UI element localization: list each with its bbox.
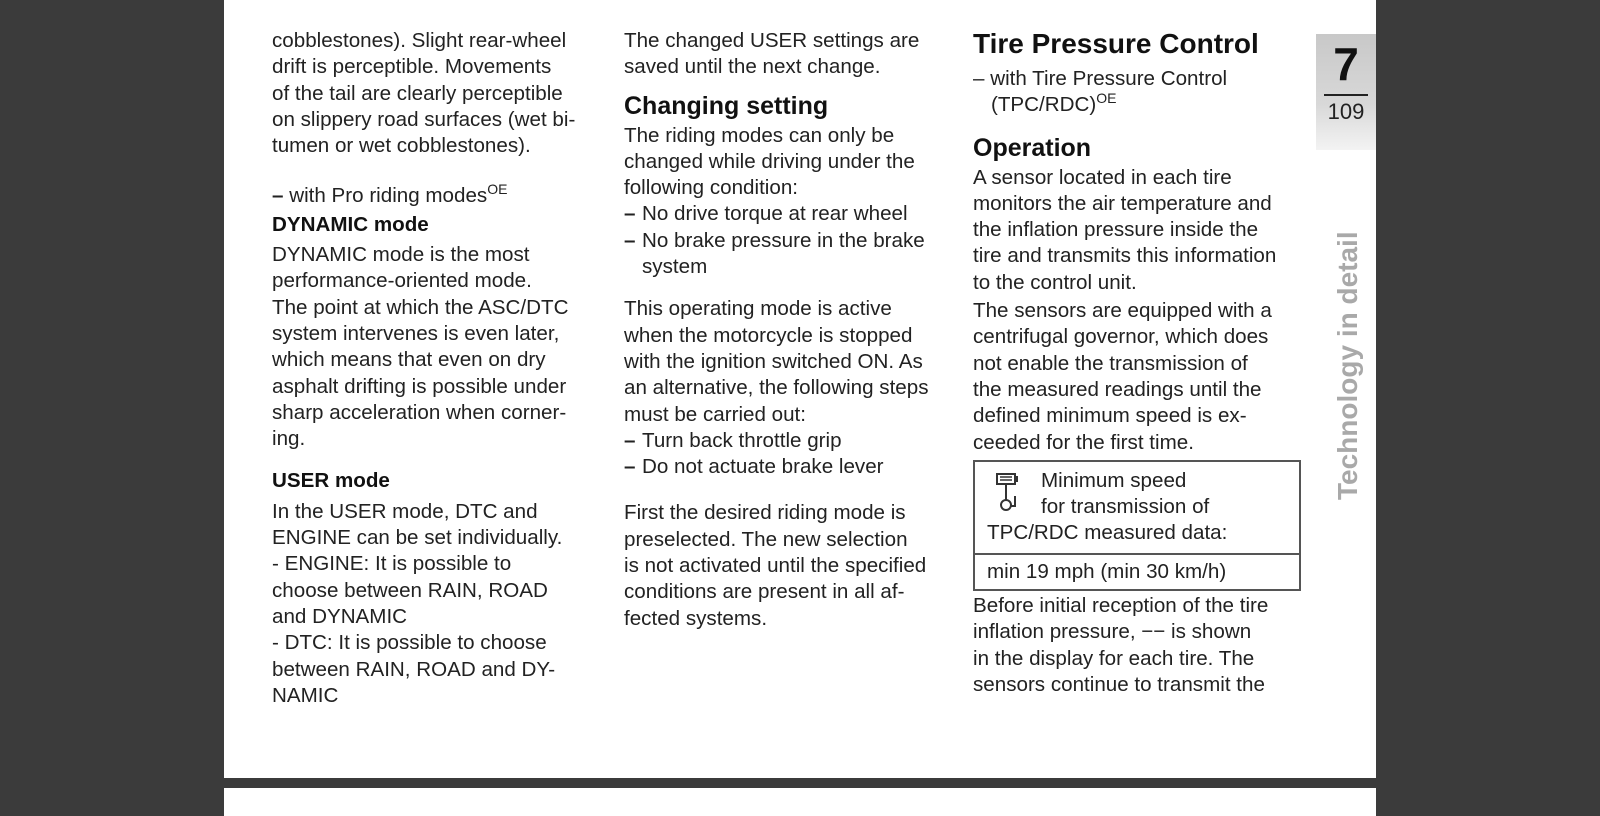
text-line: fected systems. <box>624 606 768 630</box>
text-line: an alternative, the following steps <box>624 376 929 400</box>
text-line: not enable the transmission of <box>973 351 1248 375</box>
text-line: between RAIN, ROAD and DY- <box>272 657 556 681</box>
spec-label-cell <box>975 462 1299 555</box>
text-line: the measured readings until the <box>973 377 1262 401</box>
active-mode-paragraph <box>624 296 964 427</box>
text-line: to the control unit. <box>973 270 1137 294</box>
tpc-equipment-note-line2 <box>973 92 1313 118</box>
text-line: inflation pressure, −− is shown <box>973 620 1252 644</box>
governor-paragraph <box>973 298 1313 456</box>
pro-modes-equipment-note <box>272 183 612 209</box>
spacer <box>624 480 964 496</box>
text-line: drift is perceptible. Movements <box>272 55 552 79</box>
text-line: on slippery road surfaces (wet bi- <box>272 107 576 131</box>
text-line: centrifugal governor, which does <box>973 325 1269 349</box>
text-line: defined minimum speed is ex- <box>973 404 1247 428</box>
spec-value-cell: min 19 mph (min 30 km/h) <box>987 559 1227 583</box>
tpc-note-text: with Tire Pressure Control <box>990 67 1228 90</box>
condition-paragraph <box>624 123 964 202</box>
text-line: sharp acceleration when corner- <box>272 400 567 424</box>
text-line: cobblestones). Slight rear-wheel <box>272 29 567 52</box>
text-line: conditions are present in all af- <box>624 580 905 604</box>
chapter-tab <box>1316 34 1376 150</box>
sensor-paragraph <box>973 165 1313 296</box>
dash-marker: – <box>624 202 636 226</box>
text-line: with the ignition switched ON. As <box>624 349 923 373</box>
text-line: The point at which the ASC/DTC <box>272 295 569 319</box>
next-page-edge <box>224 788 1376 816</box>
saved-paragraph <box>624 28 964 81</box>
text-line: The riding modes can only be <box>624 123 895 147</box>
text-line: Before initial reception of the tire <box>973 594 1269 618</box>
column-right <box>973 26 1313 698</box>
changing-setting-heading: Changing setting <box>624 91 829 120</box>
text-line: This operating mode is active <box>624 297 892 321</box>
bullet-text: No drive torque at rear wheel <box>642 202 908 226</box>
pro-modes-text: with Pro riding modes <box>289 184 488 208</box>
text-line: sensors continue to transmit the <box>973 672 1265 696</box>
spec-label-line: Minimum speed <box>1041 468 1187 492</box>
spacer <box>624 280 964 296</box>
text-line: asphalt drifting is possible under <box>272 374 567 398</box>
text-line: must be carried out: <box>624 402 806 426</box>
spec-table <box>973 460 1301 591</box>
text-line: tumen or wet cobblestones). <box>272 134 531 158</box>
spec-label-line: TPC/RDC measured data: <box>987 521 1228 545</box>
list-item <box>624 454 964 480</box>
bullet-text: Turn back throttle grip <box>642 428 842 452</box>
operation-heading: Operation <box>973 133 1092 162</box>
oe-superscript: OE <box>1096 90 1117 107</box>
reception-paragraph <box>973 593 1313 698</box>
text-line: in the display for each tire. The <box>973 646 1255 670</box>
dash-marker: – <box>973 67 985 90</box>
text-line: - DTC: It is possible to choose <box>272 631 547 655</box>
section-side-label: Technology in detail <box>1332 231 1363 500</box>
text-line: following condition: <box>624 176 799 200</box>
text-line: choose between RAIN, ROAD <box>272 578 548 602</box>
text-line: which means that even on dry <box>272 348 546 372</box>
user-mode-heading: USER mode <box>272 469 390 493</box>
text-line: system intervenes is even later, <box>272 321 560 345</box>
manual-page <box>224 0 1376 778</box>
speed-sensor-icon <box>995 472 1031 518</box>
list-item <box>624 228 964 281</box>
text-line: saved until the next change. <box>624 55 881 79</box>
text-line: The sensors are equipped with a <box>973 299 1272 323</box>
text-line: performance-oriented mode. <box>272 269 532 293</box>
text-line: - ENGINE: It is possible to <box>272 552 512 576</box>
preselect-paragraph <box>624 500 964 631</box>
chapter-divider <box>1324 94 1368 96</box>
column-left <box>272 28 612 709</box>
text-line: In the USER mode, DTC and <box>272 499 538 523</box>
bullet-text: No brake pressure in the brake <box>642 228 925 252</box>
text-line: monitors the air temperature and <box>973 191 1272 215</box>
intro-paragraph <box>272 28 612 159</box>
text-line: First the desired riding mode is <box>624 501 906 525</box>
tire-pressure-control-title: Tire Pressure Control <box>973 28 1259 59</box>
bullet-text: Do not actuate brake lever <box>642 455 884 479</box>
tpc-abbrev: (TPC/RDC) <box>991 93 1097 117</box>
text-line: of the tail are clearly perceptible <box>272 81 563 105</box>
tpc-equipment-note <box>973 66 1313 92</box>
dash-marker: – <box>624 455 636 479</box>
text-line: DYNAMIC mode is the most <box>272 243 530 267</box>
dash-marker: – <box>624 428 636 452</box>
page-number: 109 <box>1327 99 1365 124</box>
text-line: preselected. The new selection <box>624 527 908 551</box>
chapter-number: 7 <box>1333 38 1359 90</box>
dynamic-mode-heading: DYNAMIC mode <box>272 212 429 236</box>
bullet-text-block <box>642 228 925 281</box>
text-line: NAMIC <box>272 683 339 707</box>
dash-marker: – <box>624 228 636 252</box>
list-item <box>624 201 964 227</box>
text-line: and DYNAMIC <box>272 604 408 628</box>
text-line: when the motorcycle is stopped <box>624 323 913 347</box>
text-line: tire and transmits this information <box>973 244 1277 268</box>
text-line: ceeded for the first time. <box>973 430 1194 454</box>
list-item <box>624 428 964 454</box>
text-line: ENGINE can be set individually. <box>272 526 563 550</box>
column-middle <box>624 28 964 632</box>
text-line: the inflation pressure inside the <box>973 218 1259 242</box>
dash-marker: – <box>272 184 284 208</box>
oe-superscript: OE <box>487 181 508 198</box>
text-line: ing. <box>272 427 306 451</box>
user-mode-paragraph <box>272 499 612 709</box>
bullet-text: system <box>642 255 708 279</box>
spacer <box>272 159 612 175</box>
spec-label-line: for transmission of <box>1041 495 1210 519</box>
text-line: changed while driving under the <box>624 149 915 173</box>
dynamic-mode-paragraph <box>272 242 612 452</box>
text-line: The changed USER settings are <box>624 29 920 52</box>
text-line: A sensor located in each tire <box>973 165 1232 189</box>
text-line: is not activated until the specified <box>624 554 927 578</box>
